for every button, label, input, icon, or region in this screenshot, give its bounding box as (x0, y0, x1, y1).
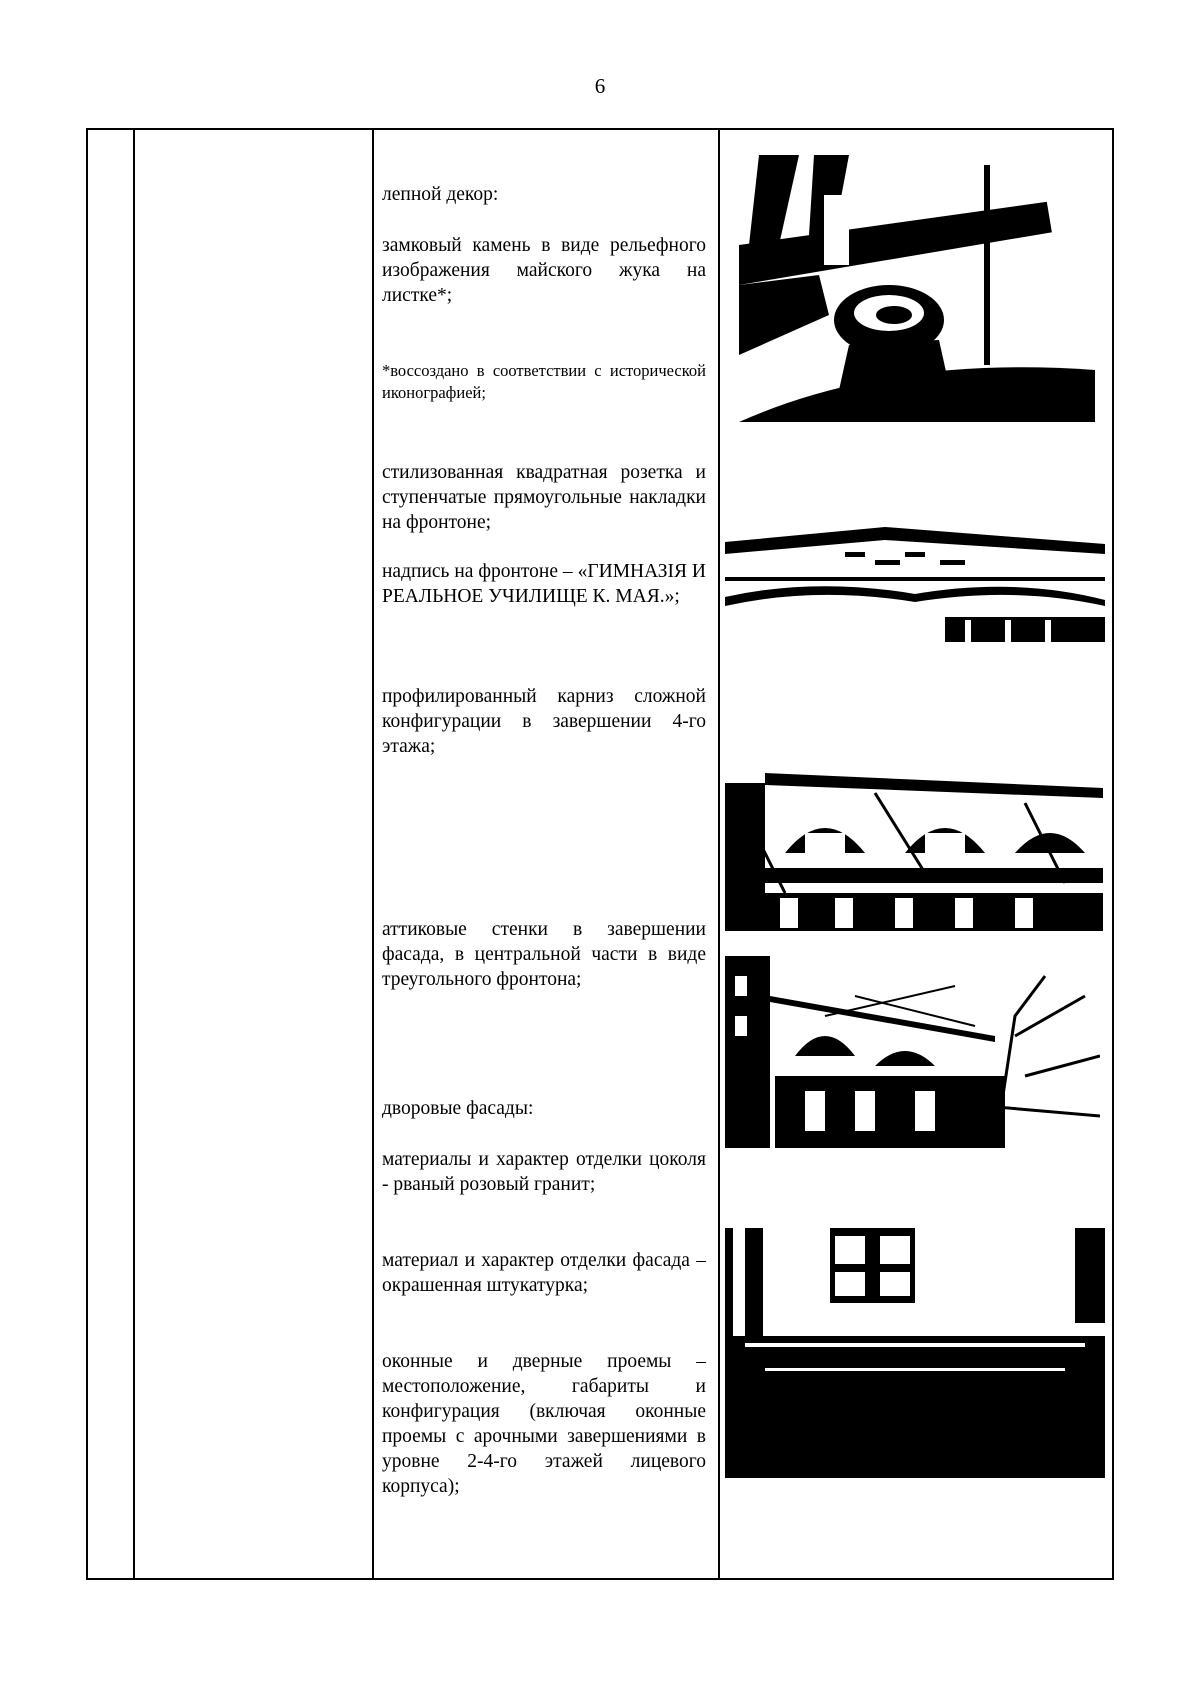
courtyard-plinth-photo (725, 1228, 1105, 1478)
keystone-item: замковый камень в виде рельефного изображения майского жука на листке*; (382, 235, 706, 306)
attic-item: аттиковые стенки в завершении фасада, в центральной части в виде треугольного фронтона; (382, 919, 706, 990)
cornice-arched-windows-photo (725, 773, 1103, 931)
column-divider-2 (372, 130, 374, 1578)
pediment-inscription-photo (725, 522, 1105, 642)
facade-finish-item: материал и характер отделки фасада – окрашенная штукатурка; (382, 1250, 706, 1296)
openings-item: оконные и дверные проемы – местоположение, габариты и конфигурация (включая оконные проемы с арочными завершениями в уровне 2-4-го этажей лицевого корпуса); (382, 1351, 706, 1497)
keystone-beetle-photo (739, 155, 1095, 422)
decor-heading: лепной декор: (382, 184, 499, 205)
page-number: 6 (594, 74, 606, 98)
inscription-item: надпись на фронтоне – «ГИМНАЗІЯ И РЕАЛЬНОЕ УЧИЛИЩЕ К. МАЯ.»; (382, 561, 706, 607)
plinth-item: материалы и характер отделки цоколя - рваный розовый гранит; (382, 1149, 706, 1195)
rosette-item: стилизованная квадратная розетка и ступенчатые прямоугольные накладки на фронтоне; (382, 462, 706, 533)
column-divider-1 (133, 130, 135, 1578)
courtyard-heading: дворовые фасады: (382, 1098, 534, 1119)
column-divider-3 (718, 130, 720, 1578)
cornice-item: профилированный карниз сложной конфигурации в завершении 4-го этажа; (382, 686, 706, 757)
attic-walls-trees-photo (725, 956, 1100, 1148)
footnote-item: *воссоздано в соответствии с исторической иконографией; (382, 361, 706, 402)
